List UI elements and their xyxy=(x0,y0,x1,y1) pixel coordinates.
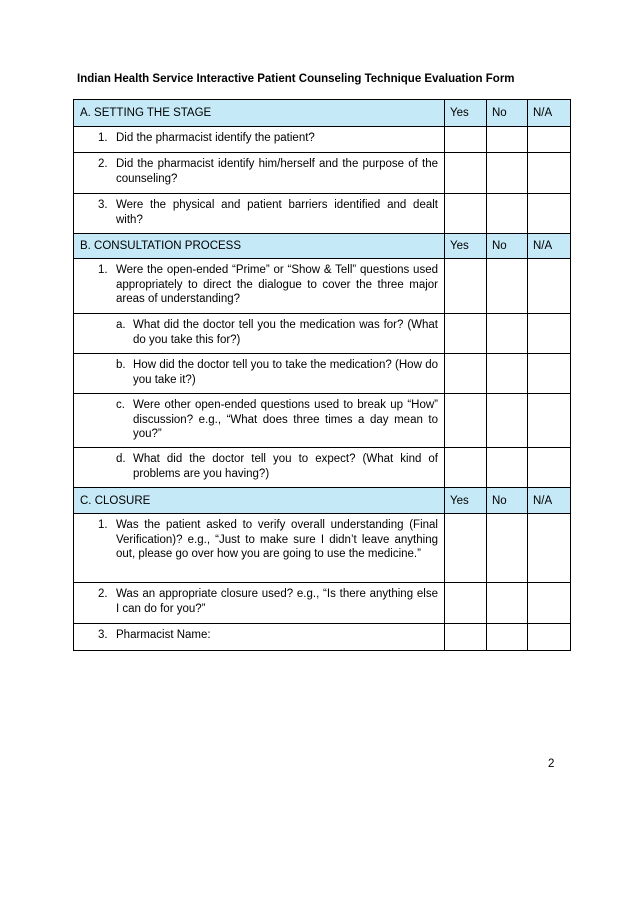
no-column-header: No xyxy=(487,100,528,127)
table-row xyxy=(74,153,571,194)
na-column-header: N/A xyxy=(528,488,571,514)
item-number: 3. xyxy=(98,629,108,641)
item-number: 1. xyxy=(98,264,108,276)
na-checkbox[interactable] xyxy=(528,314,571,354)
yes-column-header: Yes xyxy=(445,100,487,127)
na-checkbox[interactable] xyxy=(528,583,571,624)
item-number: 2. xyxy=(98,158,108,170)
no-column-header: No xyxy=(487,234,528,259)
section-a-header xyxy=(74,100,571,127)
no-checkbox[interactable] xyxy=(487,194,528,234)
form-title: Indian Health Service Interactive Patient Counseling Technique Evaluation Form xyxy=(77,73,515,85)
question-text: What did the doctor tell you the medication was for? (What do you take this for?) xyxy=(133,319,438,346)
question-text: Were other open-ended questions used to break up “How” discussion? e.g., “What does three times a day mean to you?” xyxy=(133,399,438,440)
no-checkbox[interactable] xyxy=(487,394,528,448)
question-text: Did the pharmacist identify the patient? xyxy=(116,132,315,144)
yes-checkbox[interactable] xyxy=(445,624,487,651)
no-checkbox[interactable] xyxy=(487,314,528,354)
section-heading: A. SETTING THE STAGE xyxy=(74,100,445,127)
section-c-header xyxy=(74,488,571,514)
na-checkbox[interactable] xyxy=(528,127,571,153)
na-checkbox[interactable] xyxy=(528,448,571,488)
table-row xyxy=(74,394,571,448)
yes-checkbox[interactable] xyxy=(445,583,487,624)
yes-checkbox[interactable] xyxy=(445,153,487,194)
section-b-header xyxy=(74,234,571,259)
section-heading: C. CLOSURE xyxy=(74,488,445,514)
na-checkbox[interactable] xyxy=(528,259,571,314)
no-checkbox[interactable] xyxy=(487,153,528,194)
table-row xyxy=(74,514,571,583)
item-number: 3. xyxy=(98,199,108,211)
table-row xyxy=(74,314,571,354)
table-row xyxy=(74,583,571,624)
na-checkbox[interactable] xyxy=(528,394,571,448)
pharmacist-name-label: Pharmacist Name: xyxy=(116,629,211,641)
no-checkbox[interactable] xyxy=(487,127,528,153)
table-row xyxy=(74,259,571,314)
table-row xyxy=(74,448,571,488)
na-checkbox[interactable] xyxy=(528,354,571,394)
yes-checkbox[interactable] xyxy=(445,448,487,488)
na-checkbox[interactable] xyxy=(528,514,571,583)
no-checkbox[interactable] xyxy=(487,354,528,394)
table-row xyxy=(74,354,571,394)
yes-checkbox[interactable] xyxy=(445,354,487,394)
page-number: 2 xyxy=(548,758,555,770)
no-column-header: No xyxy=(487,488,528,514)
subitem-letter: b. xyxy=(116,359,126,371)
no-checkbox[interactable] xyxy=(487,624,528,651)
table-row xyxy=(74,624,571,651)
no-checkbox[interactable] xyxy=(487,583,528,624)
question-text: How did the doctor tell you to take the medication? (How do you take it?) xyxy=(133,359,438,386)
yes-checkbox[interactable] xyxy=(445,194,487,234)
yes-checkbox[interactable] xyxy=(445,259,487,314)
subitem-letter: d. xyxy=(116,453,126,465)
item-number: 2. xyxy=(98,588,108,600)
na-checkbox[interactable] xyxy=(528,194,571,234)
item-number: 1. xyxy=(98,519,108,531)
no-checkbox[interactable] xyxy=(487,259,528,314)
question-text: Were the open-ended “Prime” or “Show & Tell” questions used appropriately to direct the dialogue to cover the three major areas of understanding? xyxy=(116,264,438,305)
question-text: What did the doctor tell you to expect? (What kind of problems are you having?) xyxy=(133,453,438,480)
yes-checkbox[interactable] xyxy=(445,394,487,448)
table-row xyxy=(74,194,571,234)
section-heading: B. CONSULTATION PROCESS xyxy=(74,234,445,259)
na-column-header: N/A xyxy=(528,234,571,259)
na-checkbox[interactable] xyxy=(528,153,571,194)
question-text: Was an appropriate closure used? e.g., “Is there anything else I can do for you?” xyxy=(116,588,438,615)
table-row xyxy=(74,127,571,153)
question-text: Were the physical and patient barriers identified and dealt with? xyxy=(116,199,438,226)
na-checkbox[interactable] xyxy=(528,624,571,651)
question-text: Was the patient asked to verify overall understanding (Final Verification)? e.g., “Just to make sure I didn’t leave anything out, please go over how you are going to use the medicine.” xyxy=(116,519,438,560)
yes-checkbox[interactable] xyxy=(445,314,487,354)
yes-checkbox[interactable] xyxy=(445,514,487,583)
item-number: 1. xyxy=(98,132,108,144)
yes-column-header: Yes xyxy=(445,234,487,259)
na-column-header: N/A xyxy=(528,100,571,127)
evaluation-table xyxy=(73,99,571,651)
subitem-letter: c. xyxy=(116,399,125,411)
yes-checkbox[interactable] xyxy=(445,127,487,153)
yes-column-header: Yes xyxy=(445,488,487,514)
no-checkbox[interactable] xyxy=(487,514,528,583)
no-checkbox[interactable] xyxy=(487,448,528,488)
subitem-letter: a. xyxy=(116,319,126,331)
question-text: Did the pharmacist identify him/herself and the purpose of the counseling? xyxy=(116,158,438,185)
